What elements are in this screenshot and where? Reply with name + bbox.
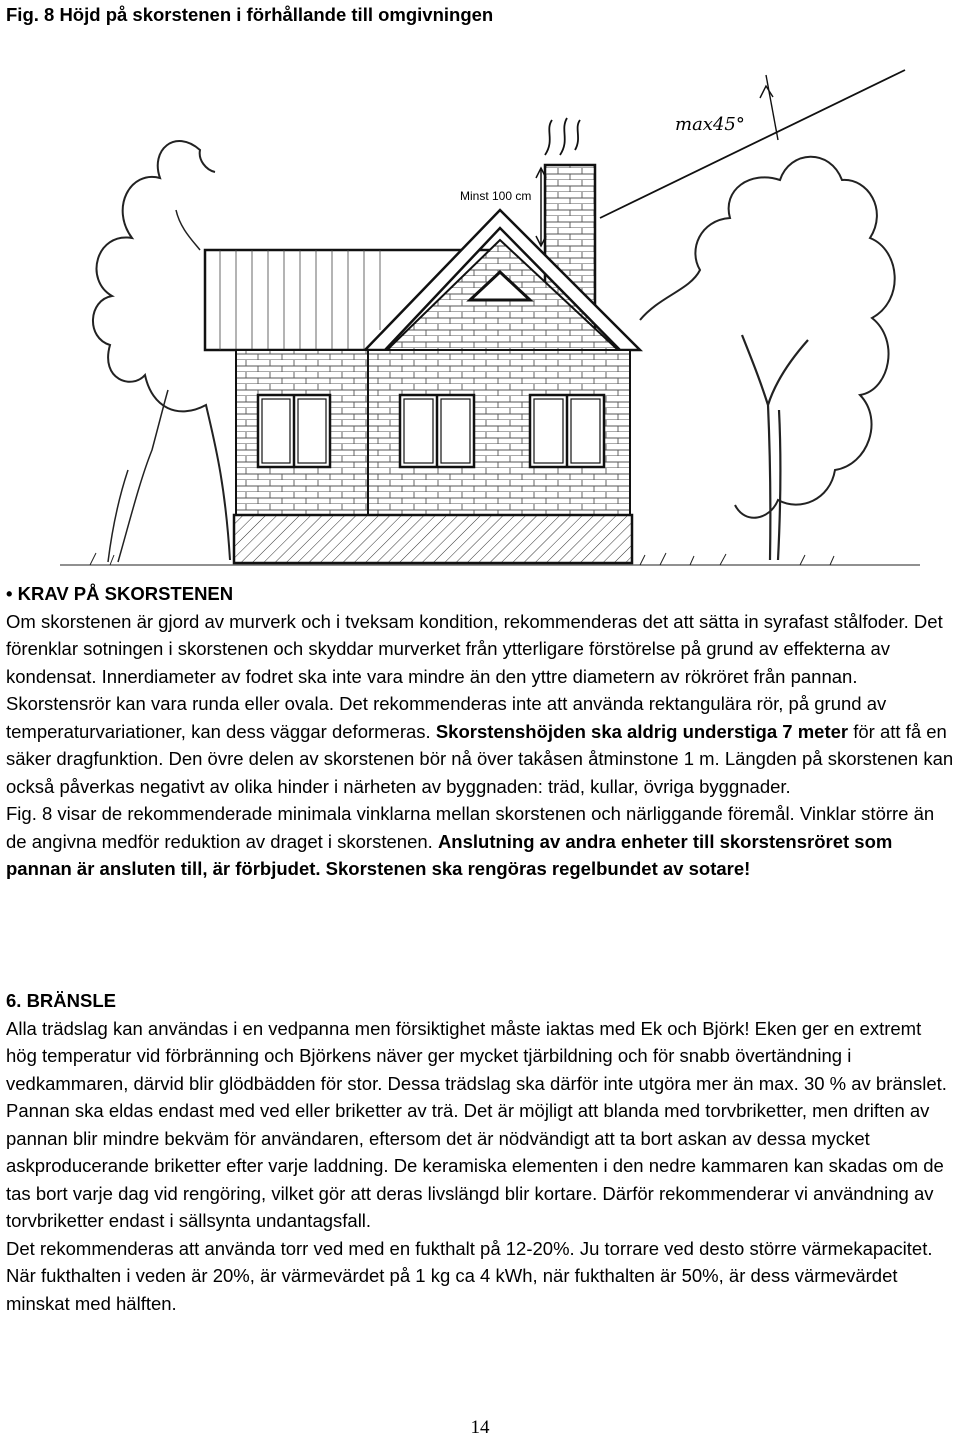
right-tree-outline <box>640 157 895 518</box>
window-right <box>530 395 604 467</box>
chimney-paragraph-2: Fig. 8 visar de rekommenderade minimala vinklarna mellan skorstenen och närliggande föremål. Vinklar större än de angivna medför reduktion av draget i skorstenen. Anslutning av andra enheter till skorstensröret som pannan är ansluten till, är förbjudet. Skorstenen ska rengöras regelbundet av sotare! <box>6 803 935 879</box>
right-tree-trunk <box>742 335 808 560</box>
section-fuel <box>6 987 956 1317</box>
chimney-figure <box>0 40 960 575</box>
window-middle <box>400 395 474 467</box>
fuel-paragraph-2: Pannan ska eldas endast med ved eller briketter av trä. Det är möjligt att blanda med torvbriketter, men driften av pannan blir mindre bekväm för användaren, eftersom det är nödvändigt att ta bort askan av dessa mycket askproducerande briketter efter varje laddning. De keramiska elementen i den nedre kammaren kan skadas om de tas bort varje dag vid rengöring, vilket gör att deras livslängd blir kortare. Därför rekommenderar vi användning av torvbriketter endast i sällsynta undantagsfall. <box>6 1100 944 1231</box>
page-number: 14 <box>470 1417 490 1438</box>
window-left <box>258 395 330 467</box>
fuel-paragraph-1: Alla trädslag kan användas i en vedpanna men försiktighet måste iaktas med Ek och Björk! Eken ger en extremt hög temperatur vid förbränning och Björkens näver ger mycket tjärbildning och för snabb övertändning i vedkammaren, därvid blir glödbädden för stor. Dessa trädslag ska därför inte utgöra mer än max. 30 % av bränslet. <box>6 1017 947 1094</box>
angle-line <box>600 70 905 218</box>
figure-title: Fig. 8 Höjd på skorstenen i förhållande till omgivningen <box>6 4 494 25</box>
section-chimney-requirements <box>6 580 956 883</box>
max-angle-label: max45° <box>675 114 745 135</box>
min-height-label: Minst 100 cm <box>460 189 532 203</box>
section-heading-chimney: • KRAV PÅ SKORSTENEN <box>6 583 234 604</box>
fuel-paragraph-3: Det rekommenderas att använda torr ved med en fukthalt på 12-20%. Ju torrare ved desto större värmekapacitet. När fukthalten i veden är 20%, är värmevärdet på 1 kg ca 4 kWh, när fukthalten är 50%, är dess värmevärdet minskat med hälften. <box>6 1237 933 1314</box>
chimney-paragraph-1: Om skorstenen är gjord av murverk och i tveksam kondition, rekommenderas det att sätta in syrafast stålfoder. Det förenklar sotningen i skorstenen och skyddar murverket från ytterligare förstörelse på grund av effekterna av kondensat. Innerdiameter av fodret ska inte vara mindre än den yttre diametern av rökröret från pannan. Skorstensrör kan vara runda eller ovala. Det rekommenderas inte att använda rektangulära rör, på grund av temperaturvariationer, kan dess väggar deformeras. Skorstenshöjden ska aldrig understiga 7 meter för att få en säker dragfunktion. Den övre delen av skorstenen bör nå över takåsen åtminstone 1 m. Längden på skorstenen kan också påverkas negativt av olika hinder i närheten av byggnaden: träd, kullar, övriga byggnader. <box>6 610 954 797</box>
foundation <box>234 515 632 563</box>
section-heading-fuel: 6. BRÄNSLE <box>6 990 116 1011</box>
